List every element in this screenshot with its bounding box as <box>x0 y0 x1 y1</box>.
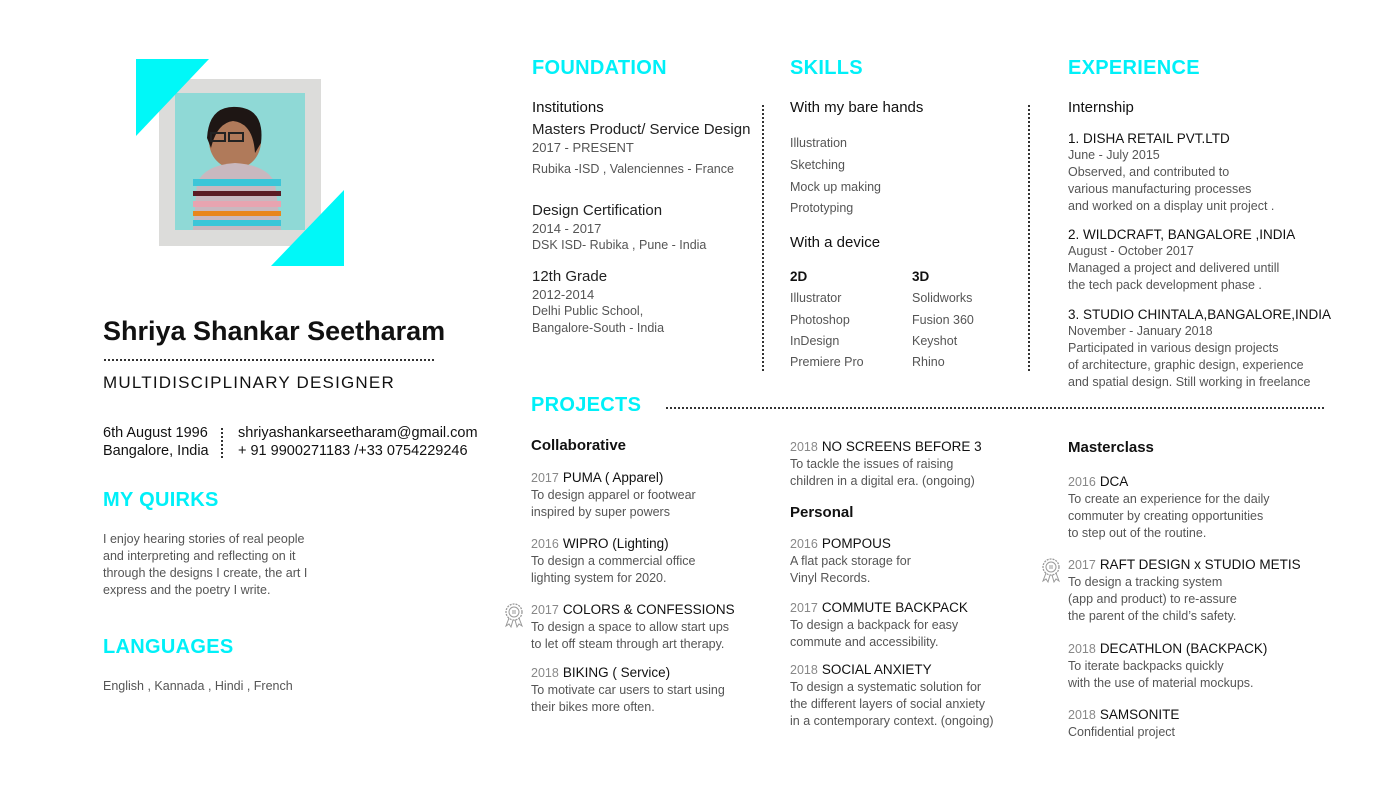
skill-item: Illustration <box>790 136 847 150</box>
project-year: 2016 <box>1068 475 1096 489</box>
project-year: 2017 <box>790 601 818 615</box>
profile-phone: + 91 9900271183 /+33 0754229246 <box>238 443 468 459</box>
project-desc: To design apparel or footwear inspired by super powers <box>531 488 696 519</box>
project-year: 2018 <box>531 666 559 680</box>
project-item <box>1068 706 1179 741</box>
project-desc: To create an experience for the daily commuter by creating opportunities to step out of the routine. <box>1068 492 1270 540</box>
project-year: 2018 <box>790 440 818 454</box>
profile-dob: 6th August 1996 <box>103 425 208 441</box>
foundation-heading: FOUNDATION <box>532 57 667 79</box>
project-desc: To design a commercial office lighting system for 2020. <box>531 554 696 585</box>
name-divider <box>104 359 434 361</box>
project-year: 2016 <box>531 537 559 551</box>
project-desc: To motivate car users to start using their bikes more often. <box>531 683 725 714</box>
contact-divider <box>221 428 223 458</box>
project-name: POMPOUS <box>821 536 891 551</box>
project-item <box>790 661 994 730</box>
personal-label: Personal <box>790 504 854 521</box>
project-item <box>531 601 735 653</box>
experience-title: 2. WILDCRAFT, BANGALORE ,INDIA <box>1068 227 1296 242</box>
skill-item: Illustrator <box>790 291 842 305</box>
skill-item: Keyshot <box>912 334 958 348</box>
foundation-dates: 2017 - PRESENT <box>532 140 634 155</box>
profile-name: Shriya Shankar Seetharam <box>103 316 446 346</box>
quirks-heading: MY QUIRKS <box>103 489 219 511</box>
project-name: COLORS & CONFESSIONS <box>562 602 735 617</box>
foundation-dates: 2012-2014 <box>532 287 595 302</box>
projects-divider <box>666 407 1324 409</box>
profile-email[interactable]: shriyashankarseetharam@gmail.com <box>238 425 478 441</box>
experience-desc: Participated in various design projects of architecture, graphic design, experience and spatial design. Still working in freelance <box>1068 341 1311 389</box>
foundation-place: Delhi Public School, Bangalore-South - India <box>532 304 665 335</box>
project-name: DCA <box>1099 474 1129 489</box>
project-desc: To design a backpack for easy commute and accessibility. <box>790 618 959 649</box>
skill-item: Premiere Pro <box>790 355 864 369</box>
project-name: DECATHLON (BACKPACK) <box>1099 641 1268 656</box>
skill-item: Fusion 360 <box>912 313 974 327</box>
project-title <box>531 664 725 682</box>
skill-item: Mock up making <box>790 180 882 194</box>
internship-label: Internship <box>1068 99 1134 116</box>
experience-item <box>1068 226 1295 294</box>
project-desc: To design a tracking system (app and product) to re-assure the parent of the child’s safety. <box>1068 575 1237 623</box>
languages-heading: LANGUAGES <box>103 636 234 658</box>
project-title <box>1068 473 1270 491</box>
project-item <box>1068 556 1301 625</box>
project-year: 2018 <box>1068 642 1096 656</box>
project-title <box>790 599 968 617</box>
project-desc: To tackle the issues of raising children in a digital era. (ongoing) <box>790 457 975 488</box>
project-title <box>790 535 911 553</box>
project-name: NO SCREENS BEFORE 3 <box>821 439 982 454</box>
project-title <box>790 661 994 679</box>
project-desc: Confidential project <box>1068 725 1176 739</box>
experience-item <box>1068 130 1274 215</box>
project-item <box>531 535 695 587</box>
project-title <box>1068 706 1179 724</box>
project-title <box>790 438 982 456</box>
experience-desc: Managed a project and delivered untill the tech pack development phase . <box>1068 261 1280 292</box>
project-name: RAFT DESIGN x STUDIO METIS <box>1099 557 1301 572</box>
projects-heading: PROJECTS <box>531 394 642 416</box>
project-year: 2018 <box>1068 708 1096 722</box>
project-item <box>790 535 911 587</box>
award-ribbon-icon <box>504 603 524 629</box>
project-item <box>790 599 968 651</box>
hands-label: With my bare hands <box>790 99 924 116</box>
project-title <box>1068 640 1267 658</box>
foundation-dates: 2014 - 2017 <box>532 221 602 236</box>
project-year: 2018 <box>790 663 818 677</box>
project-year: 2017 <box>1068 558 1096 572</box>
institutions-label: Institutions <box>532 99 604 116</box>
project-name: PUMA ( Apparel) <box>562 470 664 485</box>
column-divider <box>1028 105 1030 371</box>
skill-item: Sketching <box>790 158 845 172</box>
masterclass-label: Masterclass <box>1068 439 1154 456</box>
foundation-title: 12th Grade <box>532 268 608 285</box>
experience-dates: August - October 2017 <box>1068 244 1194 258</box>
column-divider <box>762 105 764 371</box>
skills-heading: SKILLS <box>790 57 863 79</box>
skill-item: InDesign <box>790 334 840 348</box>
skill-item: Prototyping <box>790 201 854 215</box>
skill-item: Solidworks <box>912 291 973 305</box>
foundation-item <box>532 268 664 337</box>
accent-triangle-bottom-right <box>271 190 344 266</box>
experience-dates: November - January 2018 <box>1068 324 1213 338</box>
project-item <box>1068 640 1267 692</box>
project-name: BIKING ( Service) <box>562 665 671 680</box>
quirks-text: I enjoy hearing stories of real people and interpreting and reflecting on it through the designs I create, the art I express and the poetry I write. <box>103 532 308 597</box>
foundation-title: Masters Product/ Service Design <box>532 121 751 138</box>
project-desc: To design a systematic solution for the different layers of social anxiety in a contemporary context. (ongoing) <box>790 680 994 728</box>
project-title <box>1068 556 1301 574</box>
skill-item: Photoshop <box>790 313 850 327</box>
foundation-place: DSK ISD- Rubika , Pune - India <box>532 238 707 252</box>
2d-label: 2D <box>790 269 808 284</box>
collaborative-label: Collaborative <box>531 437 627 454</box>
project-item <box>531 664 725 716</box>
experience-item <box>1068 306 1331 391</box>
project-item <box>790 438 982 490</box>
profile-title: MULTIDISCIPLINARY DESIGNER <box>103 373 395 392</box>
3d-label: 3D <box>912 269 930 284</box>
project-year: 2017 <box>531 603 559 617</box>
foundation-item <box>532 121 750 178</box>
experience-dates: June - July 2015 <box>1068 148 1160 162</box>
foundation-place: Rubika -ISD , Valenciennes - France <box>532 162 734 176</box>
experience-desc: Observed, and contributed to various manufacturing processes and worked on a display unit project . <box>1068 165 1275 213</box>
foundation-title: Design Certification <box>532 202 663 219</box>
foundation-item <box>532 202 706 254</box>
experience-title: 3. STUDIO CHINTALA,BANGALORE,INDIA <box>1068 307 1332 322</box>
languages-text: English , Kannada , Hindi , French <box>103 679 293 693</box>
project-year: 2016 <box>790 537 818 551</box>
project-item <box>531 469 696 521</box>
project-name: COMMUTE BACKPACK <box>821 600 968 615</box>
accent-triangle-top-left <box>136 59 209 136</box>
project-title <box>531 469 696 487</box>
project-year: 2017 <box>531 471 559 485</box>
project-item <box>1068 473 1270 542</box>
project-title <box>531 535 695 553</box>
skill-item: Rhino <box>912 355 945 369</box>
profile-location: Bangalore, India <box>103 443 209 459</box>
project-desc: To design a space to allow start ups to let off steam through art therapy. <box>531 620 730 651</box>
experience-heading: EXPERIENCE <box>1068 57 1200 79</box>
project-title <box>531 601 735 619</box>
project-desc: A flat pack storage for Vinyl Records. <box>790 554 911 585</box>
award-ribbon-icon <box>1041 558 1061 584</box>
device-label: With a device <box>790 234 881 251</box>
project-name: WIPRO (Lighting) <box>562 536 669 551</box>
experience-title: 1. DISHA RETAIL PVT.LTD <box>1068 131 1230 146</box>
project-name: SAMSONITE <box>1099 707 1180 722</box>
project-desc: To iterate backpacks quickly with the use of material mockups. <box>1068 659 1254 690</box>
project-name: SOCIAL ANXIETY <box>821 662 932 677</box>
